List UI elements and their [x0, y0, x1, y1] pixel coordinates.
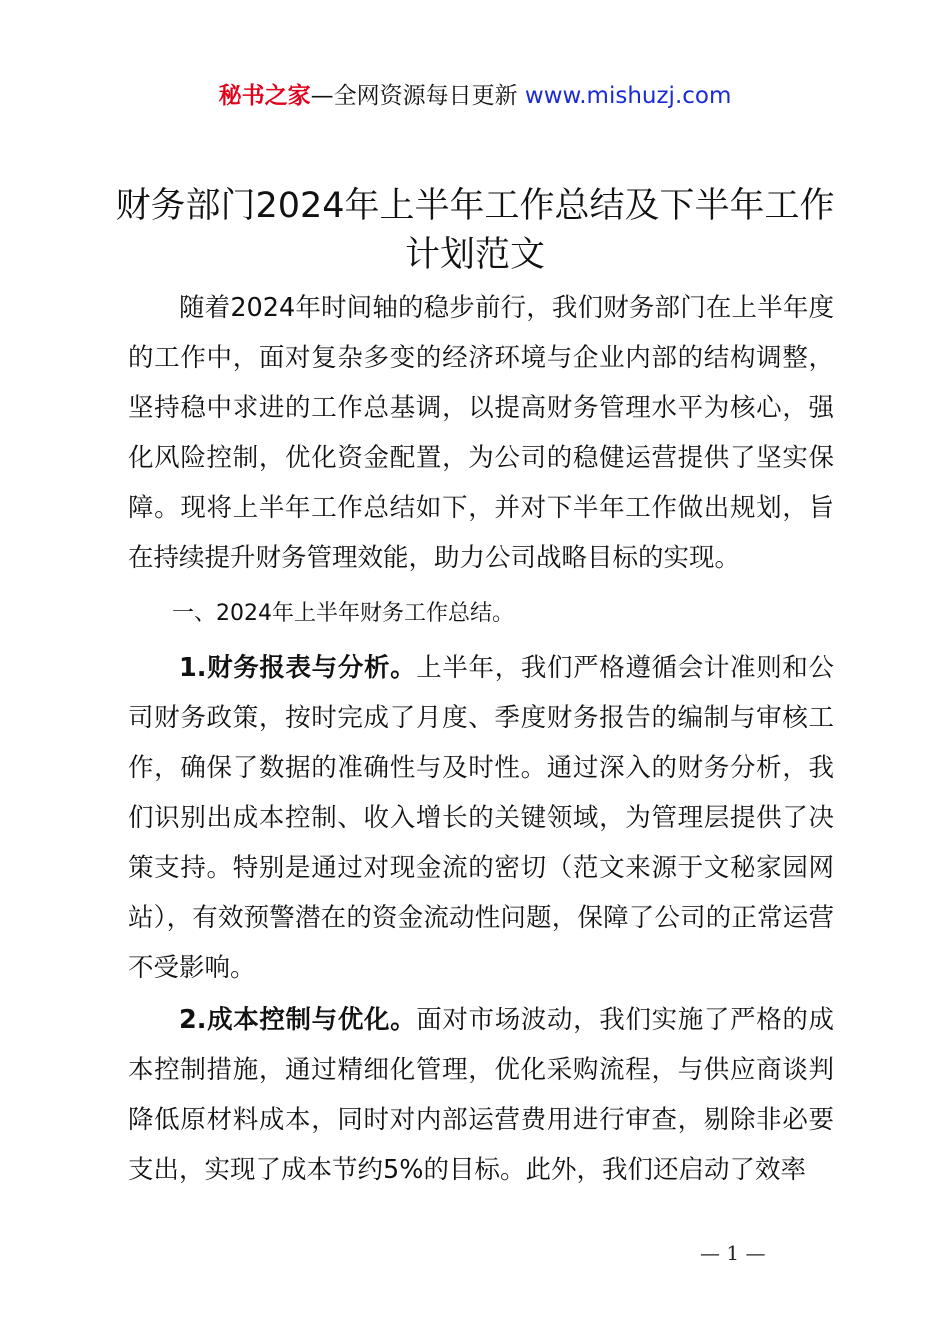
- point-heading: 1.财务报表与分析。: [179, 653, 417, 683]
- intro-paragraph: 随着2024年时间轴的稳步前行，我们财务部门在上半年度的工作中，面对复杂多变的经济环境与企业内部的结构调整，坚持稳中求进的工作总基调，以提高财务管理水平为核心，强化风险控制，优化资金配置，为公司的稳健运营提供了坚实保障。现将上半年工作总结如下，并对下半年工作做出规划，旨在持续提升财务管理效能，助力公司战略目标的实现。: [128, 293, 834, 573]
- site-banner: [0, 78, 950, 114]
- site-tagline: —全网资源每日更新: [310, 83, 525, 109]
- document-title: 财务部门2024年上半年工作总结及下半年工作计划范文: [115, 186, 835, 275]
- point-heading: 2.成本控制与优化。: [179, 1005, 417, 1035]
- point-text: 面对市场波动，我们实施了严格的成本控制措施，通过精细化管理，优化采购流程，与供应商谈判降低原材料成本，同时对内部运营费用进行审查，剔除非必要支出，实现了成本节约5%的目标。此外，我们还启动了效率: [128, 1005, 834, 1185]
- point-paragraph: [128, 995, 834, 1195]
- site-url-link[interactable]: www.mishuzj.com: [524, 83, 732, 109]
- point-paragraph: [128, 643, 834, 993]
- document-body: [128, 283, 834, 1195]
- section-heading: 一、2024年上半年财务工作总结。: [172, 601, 514, 626]
- site-brand: 秘书之家: [218, 83, 311, 109]
- point-text: 上半年，我们严格遵循会计准则和公司财务政策，按时完成了月度、季度财务报告的编制与审核工作，确保了数据的准确性与及时性。通过深入的财务分析，我们识别出成本控制、收入增长的关键领域，为管理层提供了决策支持。特别是通过对现金流的密切（范文来源于文秘家园网站），有效预警潜在的资金流动性问题，保障了公司的正常运营不受影响。: [128, 653, 834, 983]
- page-number: — 1 —: [700, 1241, 766, 1265]
